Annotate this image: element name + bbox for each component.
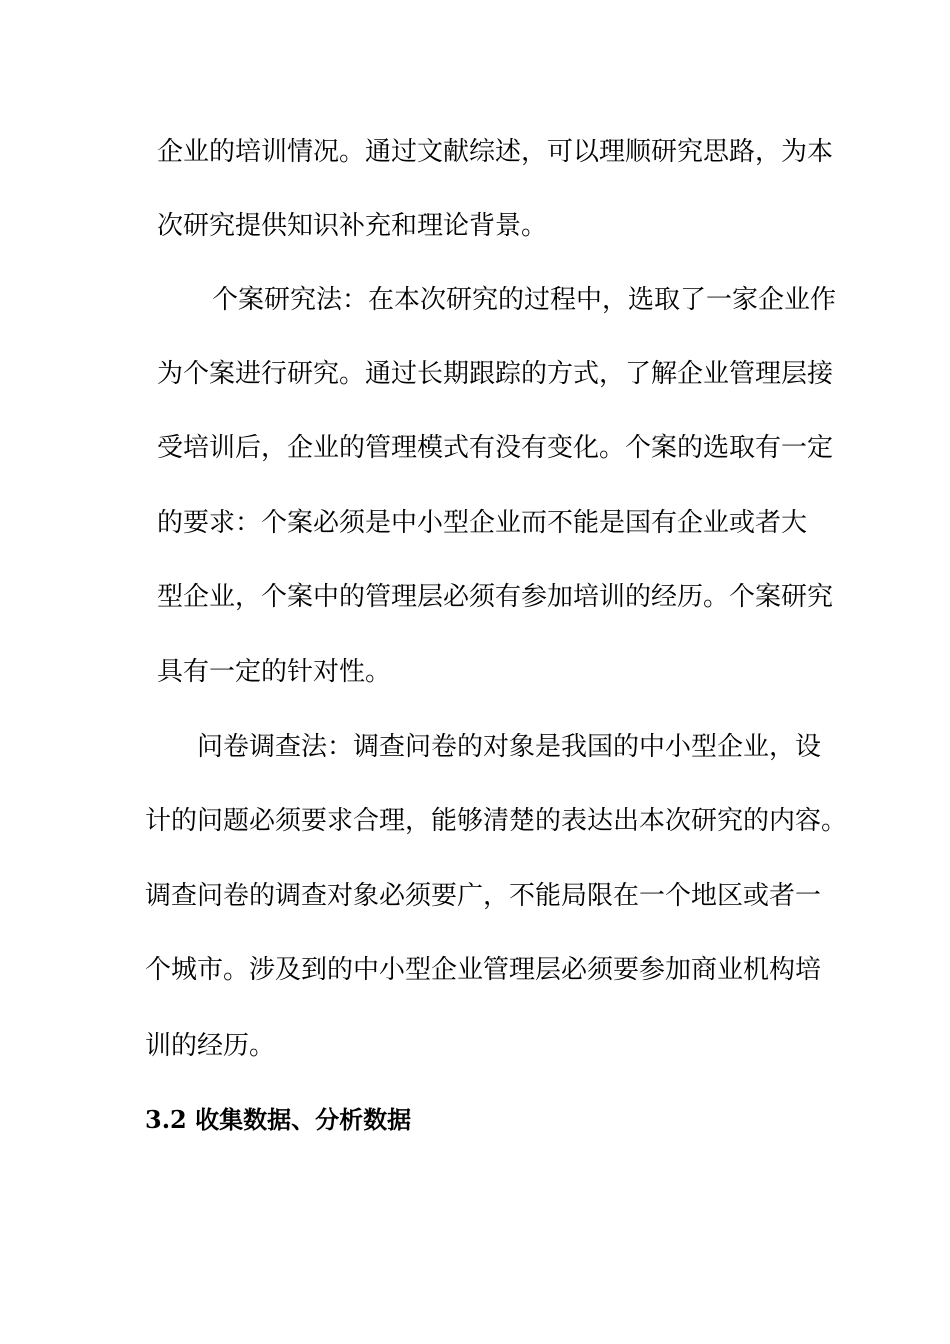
paragraph-line-1: 企业的培训情况。通过文献综述，可以理顺研究思路，为本 <box>157 137 834 167</box>
paragraph-line-4: 为个案进行研究。通过长期跟踪的方式，了解企业管理层接 <box>157 359 834 389</box>
paragraph-line-6: 的要求：个案必须是中小型企业而不能是国有企业或者大 <box>157 508 808 538</box>
paragraph-line-11: 调查问卷的调查对象必须要广，不能局限在一个地区或者一 <box>145 881 822 911</box>
paragraph-line-8: 具有一定的针对性。 <box>157 657 392 687</box>
section-heading: 3.2 收集数据、分析数据 <box>145 1105 412 1134</box>
paragraph-line-7: 型企业，个案中的管理层必须有参加培训的经历。个案研究 <box>157 582 834 612</box>
paragraph-line-10: 计的问题必须要求合理，能够清楚的表达出本次研究的内容。 <box>145 806 848 836</box>
paragraph-line-12: 个城市。涉及到的中小型企业管理层必须要参加商业机构培 <box>145 955 822 985</box>
paragraph-line-2: 次研究提供知识补充和理论背景。 <box>157 211 548 241</box>
paragraph-line-13: 训的经历。 <box>145 1031 276 1061</box>
paragraph-line-3: 个案研究法：在本次研究的过程中，选取了一家企业作 <box>212 285 837 315</box>
paragraph-line-5: 受培训后，企业的管理模式有没有变化。个案的选取有一定 <box>157 433 834 463</box>
paragraph-line-9: 问卷调查法：调查问卷的对象是我国的中小型企业，设 <box>197 732 822 762</box>
